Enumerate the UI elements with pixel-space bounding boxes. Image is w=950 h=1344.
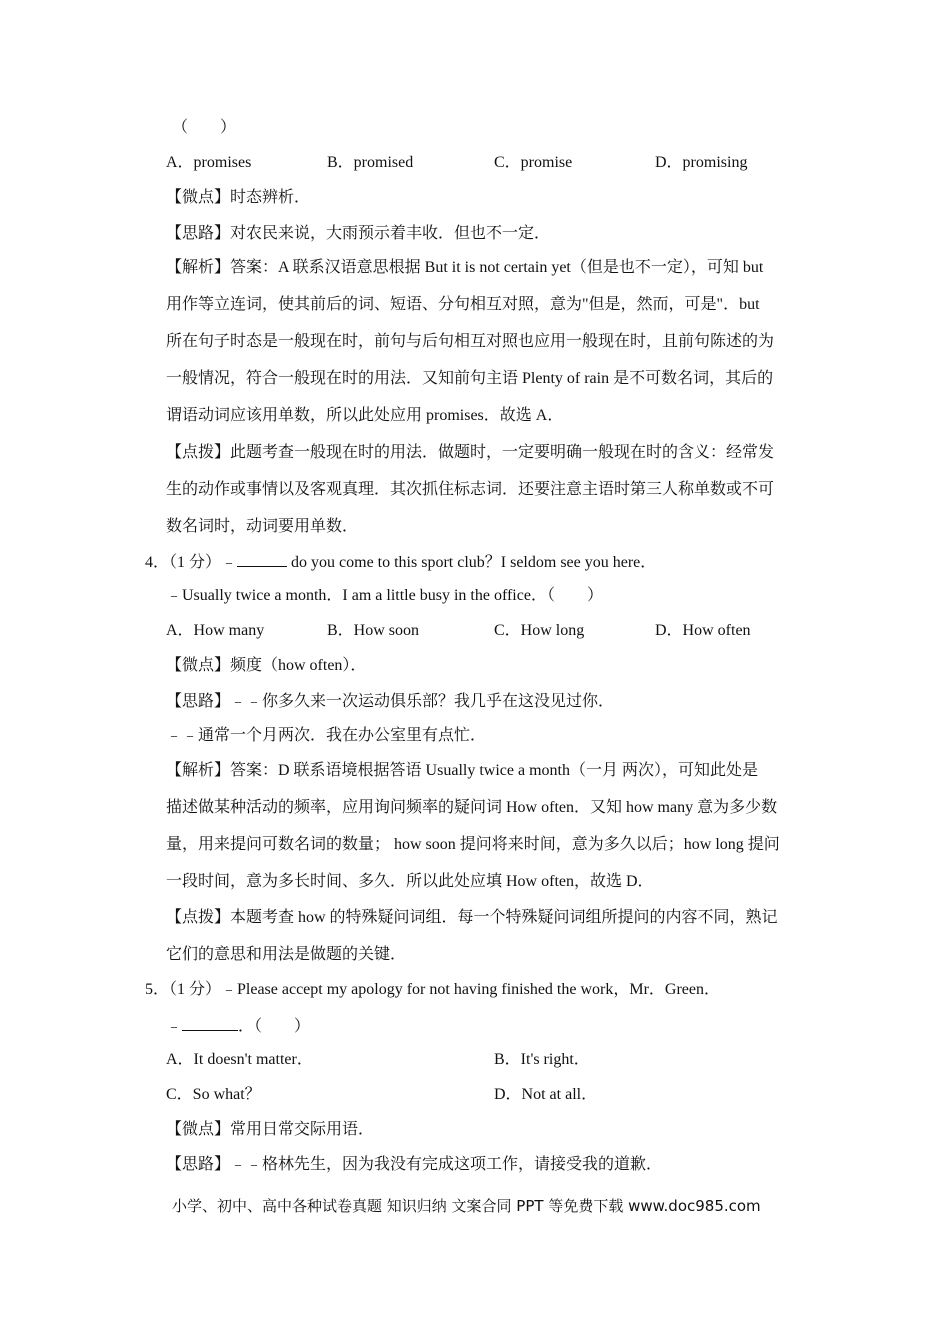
q3-analysis-line: 谓语动词应该用单数，所以此处应用 promises．故选 A． — [166, 407, 564, 424]
q4-thinking-line: 【思路】﹣﹣你多久来一次运动俱乐部？我几乎在这没见过你． — [166, 693, 615, 710]
q3-point: 【微点】时态辨析． — [166, 189, 311, 206]
q3-analysis-line: 一般情况，符合一般现在时的用法．又知前句主语 Plenty of rain 是不可数名词，其后的 — [166, 370, 774, 387]
q4-option-b: B．How soon — [327, 622, 420, 639]
q5-option-b: B．It's right． — [494, 1051, 590, 1068]
q3-tip-line: 【点拨】此题考查一般现在时的用法．做题时，一定要明确一般现在时的含义：经常发 — [166, 444, 775, 461]
q3-option-b: B．promised — [327, 154, 414, 171]
q4-analysis-line: 一段时间，意为多长时间、多久．所以此处应填 How often，故选 D． — [166, 873, 654, 890]
q4-point: 【微点】频度（how often）． — [166, 657, 367, 674]
q5-paren: ．（ ） — [238, 1018, 311, 1035]
q5-dash: ﹣ — [166, 1018, 183, 1035]
q4-stem — [145, 551, 656, 573]
q4-number: 4．（1 分）﹣ — [145, 554, 238, 571]
q5-stem: 5．（1 分）﹣Please accept my apology for not having finished the work，Mr．Green． — [145, 981, 720, 998]
q4-thinking-line: ﹣﹣通常一个月两次．我在办公室里有点忙． — [166, 727, 487, 744]
q5-option-c: C．So what？ — [166, 1086, 261, 1103]
q4-option-c: C．How long — [494, 622, 585, 639]
q4-analysis-line: 量，用来提问可数名词的数量； how soon 提问将来时间，意为多久以后；how long 提问 — [166, 836, 780, 853]
q4-stem-line2: ﹣Usually twice a month．I am a little busy in the office．（ ） — [166, 587, 603, 604]
q4-option-a: A．How many — [166, 622, 265, 639]
q4-analysis-line: 【解析】答案：D 联系语境根据答语 Usually twice a month（一月 两次），可知此处是 — [166, 762, 758, 779]
q3-option-a: A．promises — [166, 154, 252, 171]
q4-analysis-line: 描述做某种活动的频率，应用询问频率的疑问词 How often．又知 how many 意为多少数 — [166, 799, 778, 816]
q5-answer-blank — [182, 1015, 238, 1031]
q3-tip-line: 数名词时，动词要用单数． — [166, 518, 359, 535]
q3-option-d: D．promising — [655, 154, 748, 171]
q3-analysis-line: 所在句子时态是一般现在时，前句与后句相互对照也应用一般现在时，且前句陈述的为 — [166, 333, 775, 350]
q5-stem-line2 — [166, 1015, 310, 1037]
q3-analysis-line: 用作等立连词，使其前后的词、短语、分句相互对照，意为"但是，然而，可是"．but — [166, 296, 760, 313]
q4-tip-line: 它们的意思和用法是做题的关键． — [166, 946, 407, 963]
q4-stem-text: do you come to this sport club？I seldom see you here． — [287, 554, 657, 571]
q3-tip-line: 生的动作或事情以及客观真理．其次抓住标志词．还要注意主语时第三人称单数或不可 — [166, 481, 775, 498]
q3-option-c: C．promise — [494, 154, 573, 171]
q5-point: 【微点】常用日常交际用语． — [166, 1121, 375, 1138]
page-footer: 小学、初中、高中各种试卷真题 知识归纳 文案合同 PPT 等免费下载 www.doc985.com — [172, 1197, 761, 1215]
q3-paren: （ ） — [172, 119, 237, 136]
q5-option-a: A．It doesn't matter． — [166, 1051, 313, 1068]
q3-analysis-line: 【解析】答案：A 联系汉语意思根据 But it is not certain yet（但是也不一定），可知 but — [166, 259, 764, 276]
q4-option-d: D．How often — [655, 622, 751, 639]
q3-thinking: 【思路】对农民来说，大雨预示着丰收．但也不一定． — [166, 225, 551, 242]
q5-option-d: D．Not at all． — [494, 1086, 598, 1103]
q4-answer-blank — [237, 551, 287, 567]
q4-tip-line: 【点拨】本题考查 how 的特殊疑问词组．每一个特殊疑问词组所提问的内容不同，熟记 — [166, 909, 778, 926]
q5-thinking: 【思路】﹣﹣格林先生，因为我没有完成这项工作，请接受我的道歉． — [166, 1156, 663, 1173]
